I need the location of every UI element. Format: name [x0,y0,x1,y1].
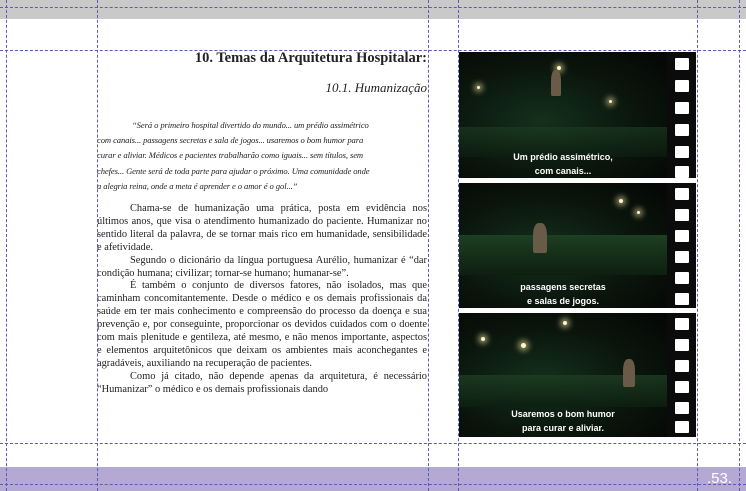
film-caption-line: com canais... [534,166,592,176]
layout-guide [0,484,746,485]
body-paragraph: É também o conjunto de diversos fatores, não isolados, mas que caminham concomitantemente. Desde o médico e os demais profissionais da saúde em ter mais conhecimento e compreensão do processo da doença e sua prevenção e, por conseguinte, proporcionar os devidos cuidados com o doente com mais plenitude e gentileza, até mesmo, e não menos importante, aspectos e elementos arquitetônicos que deixam os ambientes mais aconchegantes e agradáveis, auxiliando na recuperação de pacientes. [97,280,427,369]
film-perforation [675,58,689,70]
lamp-light [521,343,526,348]
lamp-light [609,100,612,103]
film-perforation [675,80,689,92]
lamp-light [563,321,567,325]
film-perforation [675,402,689,414]
film-perforation [675,381,689,393]
film-perforation [675,146,689,158]
lamp-light [637,211,640,214]
film-perforation [675,272,689,284]
film-still-1 [459,52,696,178]
film-perforations [667,183,696,308]
film-perforation [675,188,689,200]
layout-guide [97,0,98,491]
film-perforations [667,52,696,178]
film-perforation [675,209,689,221]
layout-guide [0,7,746,8]
film-perforation [675,421,689,433]
film-caption [459,407,667,435]
film-perforation [675,124,689,136]
film-still-3 [459,313,696,437]
person-silhouette [551,70,561,96]
person-silhouette [623,359,635,387]
film-frame-image [459,183,667,308]
film-perforation [675,293,689,305]
layout-guide [428,0,429,491]
film-perforation [675,339,689,351]
layout-guide [0,443,746,444]
film-caption-line: e salas de jogos. [526,296,600,306]
page-number: .53. [706,470,732,487]
layout-guide [458,0,459,491]
layout-guide [0,50,746,51]
body-text [97,203,427,397]
section-title: 10. Temas da Arquitetura Hospitalar: [194,50,427,66]
film-perforation [675,166,689,178]
lamp-light [477,86,480,89]
lamp-light [481,337,485,341]
top-bar [0,0,746,19]
layout-guide [739,0,740,491]
film-perforation [675,102,689,114]
quote-line: com canais... passagens secretas e sala de jogos... usaremos o bom humor para [97,135,364,146]
film-perforation [675,360,689,372]
person-silhouette [533,223,547,253]
film-perforation [675,230,689,242]
lawn [459,235,667,275]
body-paragraph: Como já citado, não depende apenas da arquitetura, é necessário “Humanizar” o médico e os demais profissionais dando [97,370,427,395]
lamp-light [619,199,623,203]
film-caption [459,150,667,178]
film-perforation [675,251,689,263]
quote-line: “Será o primeiro hospital divertido do mundo... um prédio assimétrico [132,120,369,130]
film-frame-image [459,313,667,437]
section-subtitle: 10.1. Humanização [325,80,427,95]
layout-guide [6,0,7,491]
film-perforation [675,318,689,330]
bottom-bar [0,467,746,491]
body-paragraph: Segundo o dicionário da língua portuguesa Aurélio, humanizar é “dar condição humana; civilizar; tornar-se humano; humanar-se”. [97,254,427,279]
layout-guide [697,0,698,491]
film-still-2 [459,183,696,308]
quote-line: chefes... Gente será de toda parte para ajudar o próximo. Uma comunidade onde [97,165,370,176]
quote-line: curar e aliviar. Médicos e pacientes trabalharão como iguais... sem títulos, sem [97,150,364,161]
body-paragraph: Chama-se de humanização uma prática, posta em evidência nos últimos anos, que visa o atendimento humanizado do paciente. Humanizar no sentido literal da palavra, de se tornar mais rico em humanidade, sensibilidade e afetividade. [97,203,427,253]
film-caption-line: passagens secretas [520,282,606,292]
film-caption-line: Usaremos o bom humor [511,409,615,419]
film-caption-line: Um prédio assimétrico, [513,152,613,162]
film-frame-image [459,52,667,178]
film-caption-line: para curar e aliviar. [521,423,605,433]
film-caption [459,280,667,308]
lawn [459,375,667,407]
film-perforations [667,313,696,437]
epigraph-quote [97,118,427,194]
quote-line: a alegria reina, onde a meta é aprender e o amor é o gol...” [97,180,298,191]
